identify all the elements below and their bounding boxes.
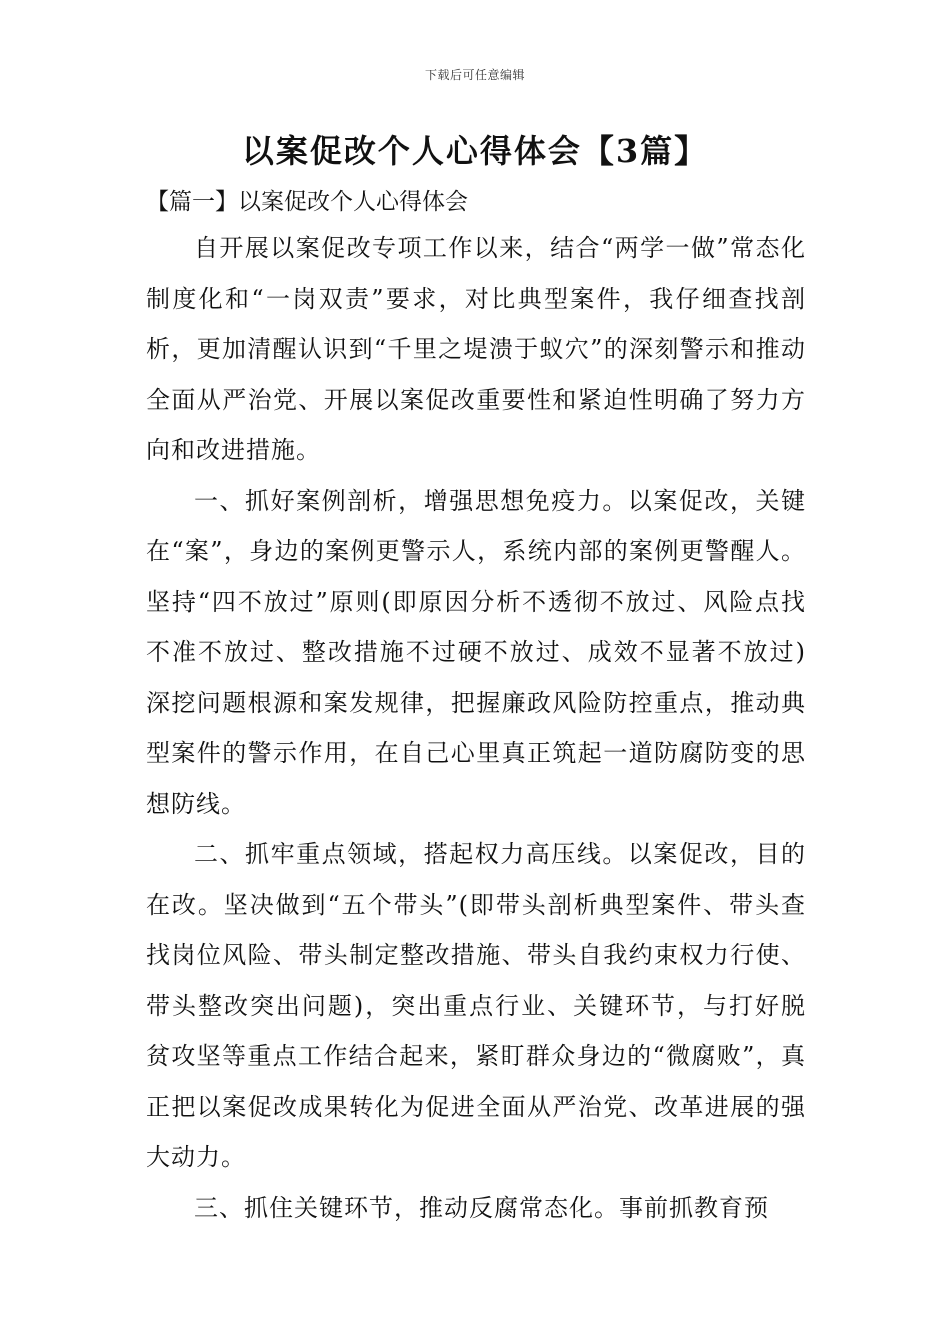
header-note: 下载后可任意编辑 xyxy=(424,68,525,82)
section-heading: 【篇一】以案促改个人心得体会 xyxy=(146,189,468,215)
paragraph-point-1: 一、抓好案例剖析，增强思想免疫力。以案促改，关键在“案”，身边的案例更警示人，系统内部的案例更警醒人。坚持“四不放过”原则(即原因分析不透彻不放过、风险点找不准不放过、整改措施不过硬不放过、成效不显著不放过)深挖问题根源和案发规律，把握廉政风险防控重点，推动典型案件的警示作用，在自己心里真正筑起一道防腐防变的思想防线。 xyxy=(146,486,806,818)
paragraph-intro: 自开展以案促改专项工作以来，结合“两学一做”常态化制度化和“一岗双责”要求，对比典型案件，我仔细查找剖析，更加清醒认识到“千里之堤溃于蚁穴”的深刻警示和推动全面从严治党、开展以案促改重要性和紧迫性明确了努力方向和改进措施。 xyxy=(146,234,806,464)
document-body xyxy=(146,223,806,1233)
paragraph-point-3: 三、抓住关键环节，推动反腐常态化。事前抓教育预 xyxy=(194,1193,769,1222)
paragraph-point-2: 二、抓牢重点领域，搭起权力高压线。以案促改，目的在改。坚决做到“五个带头”(即带头剖析典型案件、带头查找岗位风险、带头制定整改措施、带头自我约束权力行使、带头整改突出问题)，突出重点行业、关键环节，与打好脱贫攻坚等重点工作结合起来，紧盯群众身边的“微腐败”，真正把以案促改成果转化为促进全面从严治党、改革进展的强大动力。 xyxy=(146,840,806,1171)
document-title: 以案促改个人心得体会【3篇】 xyxy=(241,132,709,170)
